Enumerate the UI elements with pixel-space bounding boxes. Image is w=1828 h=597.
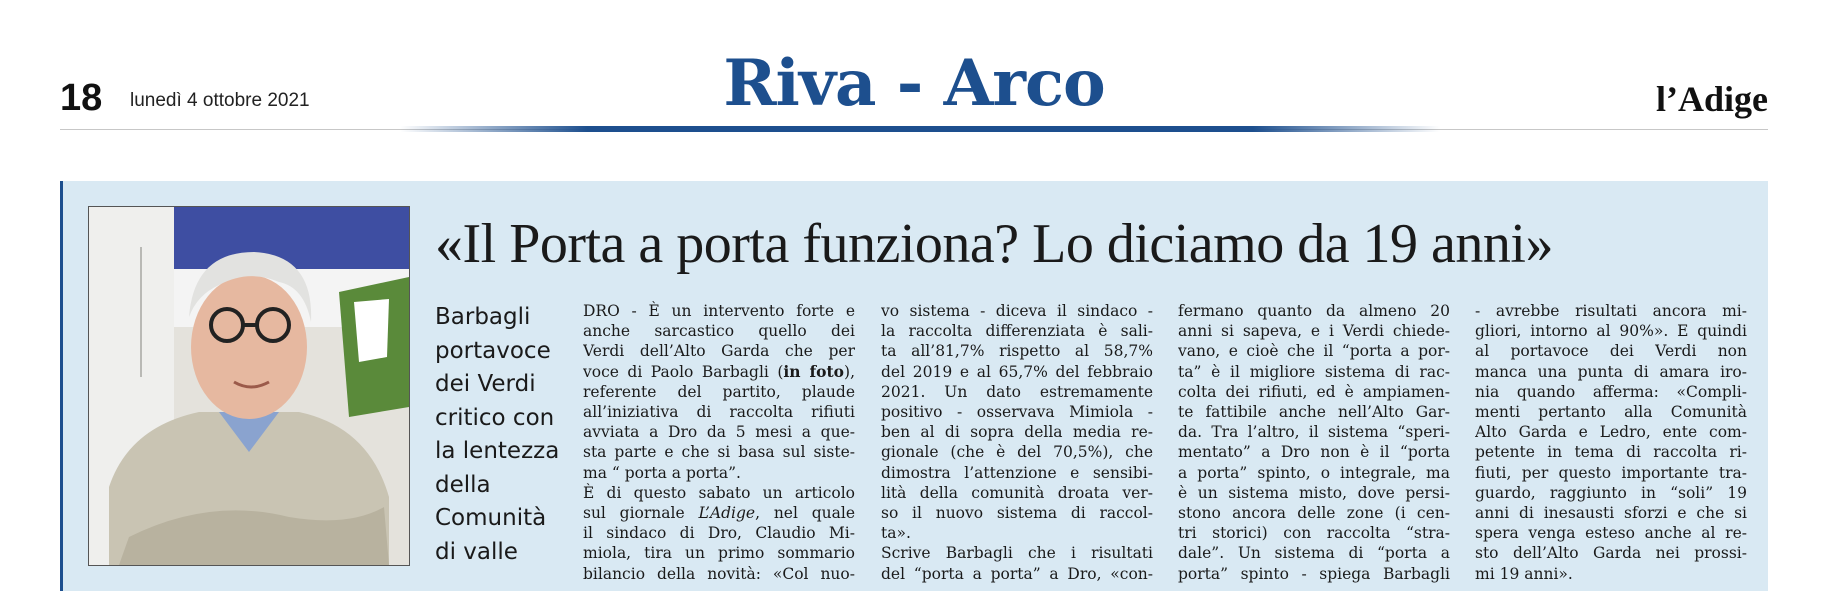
page-number: 18 [60,77,103,119]
subhead-line: dei Verdi [435,371,536,397]
body-text-line: menti pertanto alla Comunità [1475,403,1747,422]
article-column-4 [1475,301,1747,584]
body-text-line: ta all’81,7% rispetto al 58,7% [881,342,1153,361]
body-text-line: avviata a Dro da 5 mesi a que- [583,423,855,442]
body-text-line: fiuti, per questo importante tra- [1475,463,1747,482]
author-photo [88,206,410,566]
body-text-line: il sindaco di Dro, Claudio Mi- [583,524,855,543]
body-text-line: 2021. Un dato estremamente [881,382,1153,401]
subhead-line: portavoce [435,337,551,364]
subhead-line: della [435,471,491,498]
subhead-line: Comunità [435,505,547,531]
body-text-line: voce di Paolo Barbagli (in foto), [583,361,855,381]
body-text-line: colta dei rifiuti, ed è ampiamen- [1178,382,1450,401]
body-text-line: porta” spinto - spiega Barbagli [1178,564,1450,583]
header-accent-bar [400,126,1440,132]
publication-date: lunedì 4 ottobre 2021 [130,90,310,111]
body-text-line: del 2019 e al 65,7% del febbraio [881,362,1153,381]
subhead-line: critico con [435,404,555,431]
body-text-line: positivo - osservava Mimiola - [881,403,1153,422]
body-text-line: a porta” spinto, o integrale, ma [1178,463,1450,482]
body-text-line: tri storici) con raccolta “stra- [1178,524,1450,543]
body-text-line: sto dell’Alto Garda nei prossi- [1475,544,1747,563]
article-column-3 [1178,301,1450,584]
body-text-line: Verdi dell’Alto Garda che per [583,342,855,361]
body-text-line: del “porta a porta” a Dro, «con- [881,564,1153,583]
body-text-line: gliori, intorno al 90%». E quindi [1475,322,1747,341]
body-text-line: al portavoce dei Verdi non [1475,342,1747,361]
subhead-line: di valle [435,538,518,565]
italic-inline: L’Adige [698,504,756,523]
body-text-line: anche sarcastico quello dei [583,322,855,341]
body-text-line: vano, e cioè che il “porta a por- [1178,342,1450,361]
body-text-line: DRO - È un intervento forte e [583,302,855,320]
body-text-line: stono ancora delle zone (i cen- [1178,504,1450,523]
article-column-2 [881,301,1153,584]
body-text-line: manca una punta di amara iro- [1475,362,1747,381]
headline: «Il Porta a porta funziona? Lo diciamo da 19 anni» [435,213,1553,275]
newspaper-masthead: l’Adige [1656,79,1768,119]
body-text-line: guardo, raggiunto in “soli” 19 [1475,483,1747,502]
subhead [435,301,565,569]
body-text-line: sta parte e che si basa sul siste- [583,443,855,462]
body-text-line: la raccolta differenziata è sali- [881,322,1153,341]
body-text-line: È di questo sabato un articolo [583,483,855,502]
body-text-line: miola, tira un primo sommario [583,544,855,563]
body-text-line: lità della comunità droata ver- [881,483,1153,502]
body-text-line: sul giornale L’Adige, nel quale [583,504,855,523]
subhead-line: la lentezza [435,438,560,464]
body-text-line: Scrive Barbagli che i risultati [881,544,1153,563]
body-text-line: ta” è il migliore sistema di rac- [1178,362,1450,381]
body-text-line: te fattibile anche nell’Alto Gar- [1178,403,1450,422]
body-text-line: petente in tema di raccolta ri- [1475,443,1747,462]
body-text-line: nia quando afferma: «Compli- [1475,382,1747,401]
body-text-line: mi 19 anni». [1475,564,1573,583]
body-text-line: dale”. Un sistema di “porta a [1178,544,1450,563]
body-text-line: all’iniziativa di raccolta rifiuti [583,403,855,422]
body-text-line: fermano quanto da almeno 20 [1178,302,1450,320]
body-text-line: anni di inesausti sforzi e che si [1475,504,1747,523]
body-text-line: ben al di sopra della media re- [881,423,1153,442]
body-text-line: dimostra l’attenzione e sensibi- [881,463,1153,482]
body-text-line: bilancio della novità: «Col nuo- [583,564,855,583]
body-text-line: - avrebbe risultati ancora mi- [1475,302,1747,320]
body-text-line: da. Tra l’altro, il sistema “speri- [1178,423,1450,442]
article-column-1 [583,301,855,584]
body-text-line: ta». [881,524,911,543]
body-text-line: è un sistema misto, dove persi- [1178,483,1450,502]
body-text-line: anni si sapeva, e i Verdi chiede- [1178,322,1450,341]
body-text-line: gionale (che è del 70,5%), che [881,443,1153,462]
article-box [60,181,1768,591]
bold-inline: in foto [783,361,845,381]
body-text-line: vo sistema - diceva il sindaco - [881,302,1153,320]
body-text-line: so il nuovo sistema di raccol- [881,504,1153,523]
body-text-line: ma “ porta a porta”. [583,463,741,482]
section-title: Riva - Arco [723,46,1105,121]
body-text-line: mentato” a Dro non è il “porta [1178,443,1450,462]
subhead-line: Barbagli [435,304,531,330]
body-text-line: Alto Garda e Ledro, ente com- [1475,423,1747,442]
body-text-line: spera venga esteso anche al re- [1475,524,1747,543]
body-text-line: referente del partito, plaude [583,382,855,401]
